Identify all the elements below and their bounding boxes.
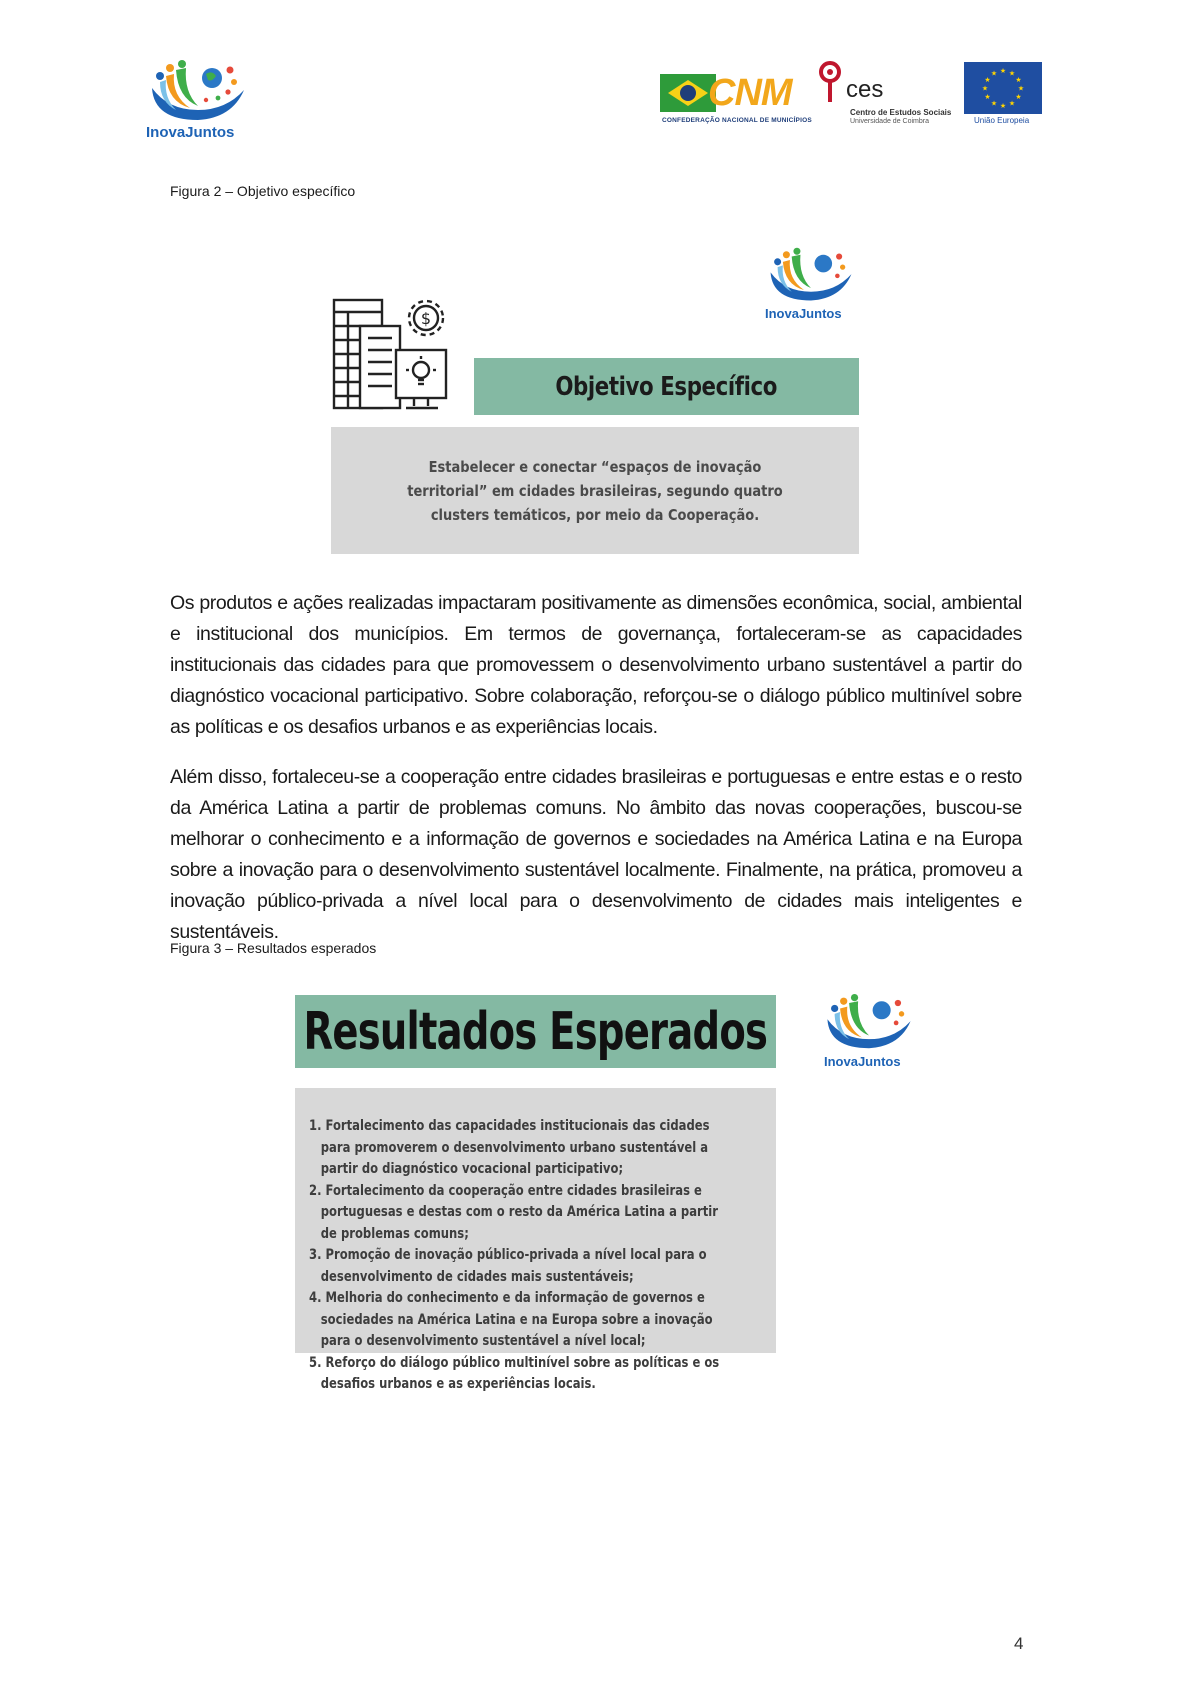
svg-text:★: ★	[999, 102, 1007, 110]
building-innovation-icon	[330, 296, 450, 416]
svg-text:★: ★	[1008, 99, 1016, 108]
ces-logo-text: ces	[846, 76, 884, 103]
ces-logo-university: Universidade de Coimbra	[850, 118, 929, 125]
body-paragraph: Além disso, fortaleceu-se a cooperação entre cidades brasileiras e portuguesas e entre estas e o resto da América Latina a partir de problemas comuns. No âmbito das novas cooperações, buscou-se melhorar o conhecimento e a informação de governos e sociedades na América Latina e na Europa sobre a inovação para o desenvolvimento sustentável localmente. Finalmente, na prática, promoveu a inovação público-privada a nível local para o desenvolvimento de cidades mais inteligentes e sustentáveis.	[170, 766, 1022, 943]
figure-2-text: Estabelecer e conectar “espaços de inovação territorial” em cidades brasileiras, segundo quatro clusters temáticos, por meio da Cooperação.	[407, 457, 783, 524]
eu-stars-icon	[964, 62, 1042, 114]
inovajuntos-logo	[146, 58, 250, 144]
figure-3-logo-text: InovaJuntos	[824, 1054, 901, 1069]
list-item: 2. Fortalecimento da cooperação entre cidades brasileiras e portuguesas e destas com o resto da América Latina a partir de problemas comuns;	[309, 1182, 718, 1242]
figure-3-list-box	[295, 1088, 776, 1392]
list-item: 5. Reforço do diálogo público multinível sobre as políticas e os desafios urbanos e as experiências locais.	[309, 1354, 720, 1392]
figure-2-inovajuntos-logo	[765, 246, 857, 322]
ces-logo-subtitle: Centro de Estudos Sociais	[850, 108, 952, 117]
cnm-logo-subtitle: CONFEDERAÇÃO NACIONAL DE MUNICÍPIOS	[662, 117, 812, 124]
list-item: 1. Fortalecimento das capacidades institucionais das cidades para promoverem o desenvolvimento urbano sustentável a partir do diagnóstico vocacional participativo;	[309, 1118, 710, 1177]
svg-text:★: ★	[1008, 69, 1016, 78]
svg-text:★: ★	[999, 67, 1007, 75]
expected-results-list	[309, 1116, 729, 1396]
ces-logo	[816, 60, 952, 130]
svg-text:$: $	[420, 309, 432, 328]
figure-2-text-box	[331, 427, 859, 554]
inovajuntos-emblem-icon	[765, 246, 857, 304]
figure-3-inovajuntos-logo	[822, 992, 916, 1070]
figure-2-logo-text: InovaJuntos	[765, 306, 842, 321]
eu-flag-icon	[964, 62, 1042, 114]
svg-text:★: ★	[1017, 84, 1025, 93]
ces-emblem-icon	[818, 60, 846, 106]
figure-3-title-bar	[295, 995, 776, 1068]
figure-2-title-bar	[474, 358, 859, 415]
inovajuntos-emblem-icon	[822, 992, 916, 1052]
cnm-logo	[660, 70, 812, 128]
inovajuntos-logo-text: InovaJuntos	[146, 124, 235, 141]
svg-text:★: ★	[984, 76, 991, 84]
cnm-logo-text: CNM	[708, 72, 792, 114]
figure-3-title: Resultados Esperados	[303, 1001, 768, 1062]
list-item: 3. Promoção de inovação público-privada a nível local para o desenvolvimento de cidades mais sustentáveis;	[309, 1247, 707, 1285]
svg-text:★: ★	[1015, 93, 1022, 101]
svg-text:★: ★	[990, 99, 998, 108]
list-item: 4. Melhoria do conhecimento e da informação de governos e sociedades na América Latina e na Europa sobre a inovação para o desenvolvimento sustentável a nível local;	[309, 1290, 713, 1349]
svg-text:★: ★	[981, 84, 989, 93]
svg-text:★: ★	[1015, 76, 1022, 84]
page-number: 4	[1014, 1634, 1024, 1653]
svg-text:★: ★	[990, 69, 998, 78]
figure-2-caption: Figura 2 – Objetivo específico	[170, 183, 356, 199]
figure-2-title: Objetivo Específico	[555, 371, 778, 402]
figure-3-caption: Figura 3 – Resultados esperados	[170, 940, 377, 956]
brazil-flag-diamond-icon	[666, 78, 710, 108]
eu-logo-label: União Europeia	[974, 116, 1030, 125]
svg-text:★: ★	[984, 93, 991, 101]
body-paragraph: Os produtos e ações realizadas impactaram positivamente as dimensões econômica, social, ambiental e institucional dos municípios. Em termos de governança, fortaleceram-se as capacidades institucionais das cidades para que promovessem o desenvolvimento urbano sustentável a partir do diagnóstico vocacional participativo. Sobre colaboração, reforçou-se o diálogo público multinível sobre as políticas e os desafios urbanos e as experiências locais.	[170, 592, 1022, 738]
eu-logo	[964, 62, 1042, 128]
